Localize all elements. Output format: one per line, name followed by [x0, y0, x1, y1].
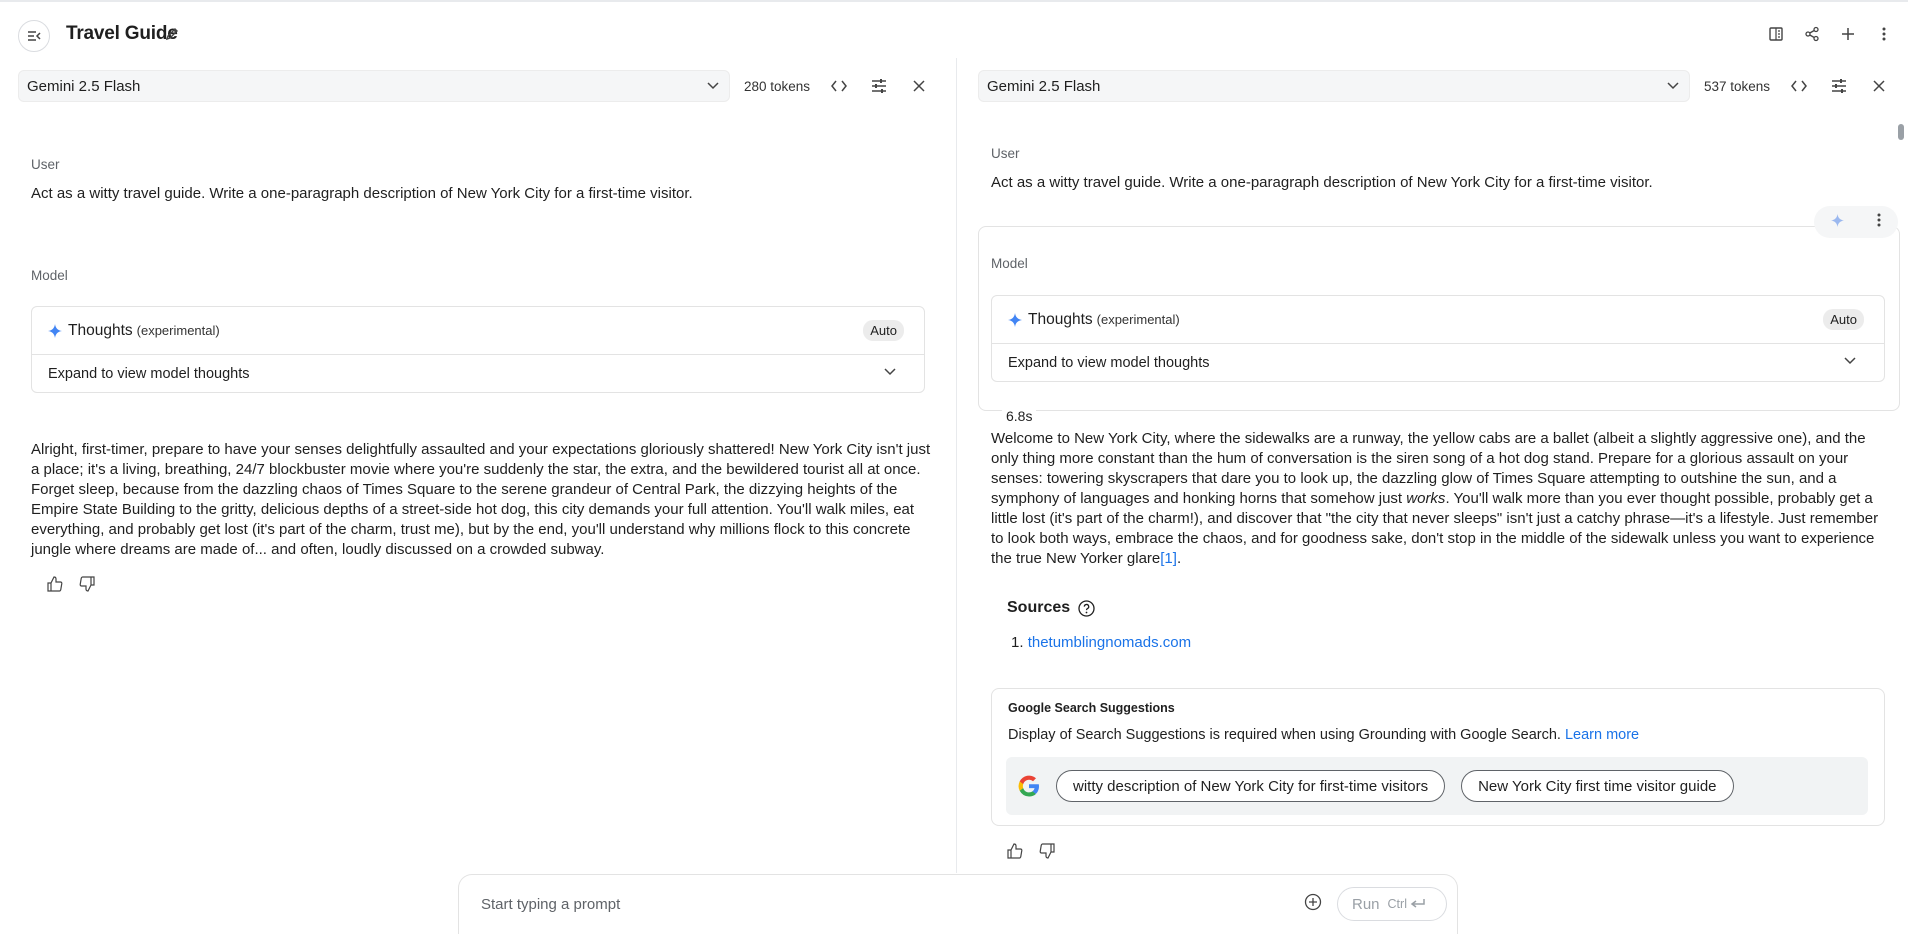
compare-button[interactable]	[1766, 24, 1786, 44]
search-suggestion-chip[interactable]: witty description of New York City for first-time visitors	[1056, 770, 1445, 802]
learn-more-link[interactable]: Learn more	[1564, 727, 1640, 743]
left-model-response: Alright, first-timer, prepare to have your senses delightfully assaulted and your expectations gloriously shattered! New York City isn't just a place; it's a living, breathing, 24/7 blockbuster movie where you're suddenly the star, the extra, and the bewildered tourist all at once. Forget sleep, because from the dazzling chaos of Times Square to the serene grandeur of Central Park, the dizzying heights of the Empire State Building to the gritty, delicious depths of a street-side hot dog, this city demands your full attention. You'll walk miles, eat everything, and probably get lost (it's part of the charm, trust me), but by the end, you'll understand why millions flock to this concrete jungle where dreams are made of... and often, loudly discussed on a crowded subway.	[31, 441, 931, 558]
left-thoughts-title: Thoughts	[68, 321, 133, 339]
right-thoughts-header	[992, 296, 1884, 344]
left-user-role: User	[31, 157, 60, 172]
right-thoughts-tag: (experimental)	[1096, 312, 1180, 327]
thumbs-up-icon	[1007, 843, 1023, 859]
toggle-sidebar-button[interactable]	[18, 20, 50, 52]
right-model-role: Model	[991, 256, 1028, 271]
right-get-code-button[interactable]	[1788, 75, 1810, 97]
left-thumbs-down-button[interactable]	[79, 576, 95, 596]
left-expand-thoughts-label: Expand to view model thoughts	[48, 366, 250, 382]
right-rerun-button[interactable]	[1831, 214, 1844, 231]
citation-link[interactable]: [1]	[1160, 550, 1177, 567]
plus-icon	[1841, 27, 1855, 41]
right-user-role: User	[991, 146, 1020, 161]
left-panel	[0, 58, 957, 873]
add-media-button[interactable]	[1304, 893, 1322, 915]
right-user-message: Act as a witty travel guide. Write a one-paragraph description of New York City for a first-time visitor.	[991, 174, 1653, 191]
close-icon	[913, 80, 925, 92]
tune-icon	[1831, 79, 1847, 93]
left-thumbs-up-button[interactable]	[47, 576, 63, 596]
right-response-emphasis: works	[1406, 490, 1446, 507]
right-scrollbar[interactable]	[1898, 124, 1904, 140]
page-title: Travel Guide	[66, 23, 178, 44]
right-thumbs-up-button[interactable]	[1007, 843, 1023, 863]
close-icon	[1873, 80, 1885, 92]
edit-title-button[interactable]	[164, 26, 180, 46]
share-icon	[1804, 26, 1820, 42]
run-button[interactable]	[1337, 887, 1447, 921]
chevron-down-icon	[1667, 82, 1679, 90]
left-model-name: Gemini 2.5 Flash	[27, 77, 141, 95]
prompt-bar	[458, 874, 1458, 934]
share-button[interactable]	[1802, 24, 1822, 44]
code-icon	[831, 80, 847, 92]
sources-heading	[1007, 599, 1095, 617]
right-thoughts-panel	[991, 295, 1885, 382]
new-chat-button[interactable]	[1838, 24, 1858, 44]
left-thoughts-tag: (experimental)	[136, 323, 220, 338]
google-logo-icon	[1018, 775, 1040, 797]
sources-title: Sources	[1007, 599, 1071, 616]
right-panel	[958, 58, 1908, 873]
thumbs-down-icon	[79, 576, 95, 592]
right-token-count: 537 tokens	[1704, 78, 1771, 94]
chevron-down-icon	[707, 82, 719, 90]
chevron-down-icon	[1844, 357, 1856, 365]
code-icon	[1791, 80, 1807, 92]
right-settings-button[interactable]	[1828, 75, 1850, 97]
left-thoughts-header	[32, 307, 924, 355]
right-thoughts-title: Thoughts	[1028, 310, 1093, 328]
pencil-icon	[164, 26, 180, 42]
menu-collapse-icon	[26, 28, 42, 44]
left-model-role: Model	[31, 268, 68, 283]
right-model-name: Gemini 2.5 Flash	[987, 77, 1101, 95]
right-response-text-1: Welcome to New York City, where the sidewalks are a runway, the yellow cabs are a ballet (albeit a slightly aggressive one), and the only thing more constant than the hum of conversation is the siren song of a hot dog stand. Prepare for a glorious assault on your senses: towering skyscrapers that dare you to look up, the dazzling glow of Times Square attempting to outshine the sun, and a symphony of languages and honking horns that somehow just	[991, 430, 1866, 507]
compare-icon	[1768, 26, 1784, 42]
source-index: 1.	[1011, 634, 1028, 651]
right-response-time: 6.8s	[1002, 408, 1036, 424]
gss-description	[1008, 727, 1639, 743]
right-model-bar	[978, 70, 1890, 102]
thumbs-up-icon	[47, 576, 63, 592]
more-options-button[interactable]	[1874, 24, 1894, 44]
tune-icon	[871, 79, 887, 93]
gss-chip-row	[1006, 757, 1868, 815]
right-model-select[interactable]	[978, 70, 1690, 102]
left-model-bar	[18, 70, 930, 102]
enter-key-icon	[1410, 898, 1426, 910]
gss-title: Google Search Suggestions	[1008, 701, 1175, 715]
right-turn-tools	[1814, 206, 1898, 238]
left-settings-button[interactable]	[868, 75, 890, 97]
right-expand-thoughts-label: Expand to view model thoughts	[1008, 355, 1210, 371]
right-thoughts-auto-badge[interactable]: Auto	[1823, 309, 1864, 330]
gss-description-text: Display of Search Suggestions is required when using Grounding with Google Search.	[1008, 727, 1561, 743]
left-token-count: 280 tokens	[744, 78, 811, 94]
left-user-message: Act as a witty travel guide. Write a one-paragraph description of New York City for a first-time visitor.	[31, 185, 693, 202]
right-response-end: .	[1176, 550, 1182, 567]
left-thoughts-auto-badge[interactable]: Auto	[863, 320, 904, 341]
search-suggestion-chip[interactable]: New York City first time visitor guide	[1461, 770, 1733, 802]
source-link[interactable]: thetumblingnomads.com	[1027, 634, 1192, 651]
left-thoughts-panel	[31, 306, 925, 393]
sparkle-icon	[1831, 214, 1844, 227]
sparkle-icon	[48, 324, 62, 338]
google-search-suggestions	[991, 688, 1885, 826]
left-model-select[interactable]	[18, 70, 730, 102]
right-turn-more-button[interactable]	[1877, 213, 1881, 231]
left-expand-thoughts[interactable]	[32, 355, 924, 393]
left-close-button[interactable]	[908, 75, 930, 97]
prompt-input[interactable]	[481, 891, 1281, 917]
chevron-down-icon	[884, 368, 896, 376]
more-vert-icon	[1882, 27, 1886, 41]
thumbs-down-icon	[1039, 843, 1055, 859]
run-shortcut-label: Ctrl	[1387, 897, 1407, 911]
more-vert-icon	[1877, 213, 1881, 227]
left-get-code-button[interactable]	[828, 75, 850, 97]
right-model-response	[991, 429, 1891, 569]
run-label: Run	[1352, 895, 1380, 913]
add-circle-icon	[1304, 893, 1322, 911]
top-bar	[0, 0, 1908, 58]
right-thumbs-down-button[interactable]	[1039, 843, 1055, 863]
source-item	[1011, 634, 1191, 651]
right-close-button[interactable]	[1868, 75, 1890, 97]
right-response-text-2: . You'll walk more than you ever thought possible, probably get a little lost (it's part of the charm!), and discover that "the city that never sleeps" isn't just a catchy phrase—it's a lifestyle. Just remember to look both ways, embrace the chaos, and for goodness sake, don't stop in the middle of the sidewalk unless you want to experience the true New Yorker glare	[991, 490, 1879, 567]
sparkle-icon	[1008, 313, 1022, 327]
help-icon[interactable]	[1078, 600, 1095, 617]
right-expand-thoughts[interactable]	[992, 344, 1884, 382]
run-shortcut	[1388, 897, 1426, 911]
